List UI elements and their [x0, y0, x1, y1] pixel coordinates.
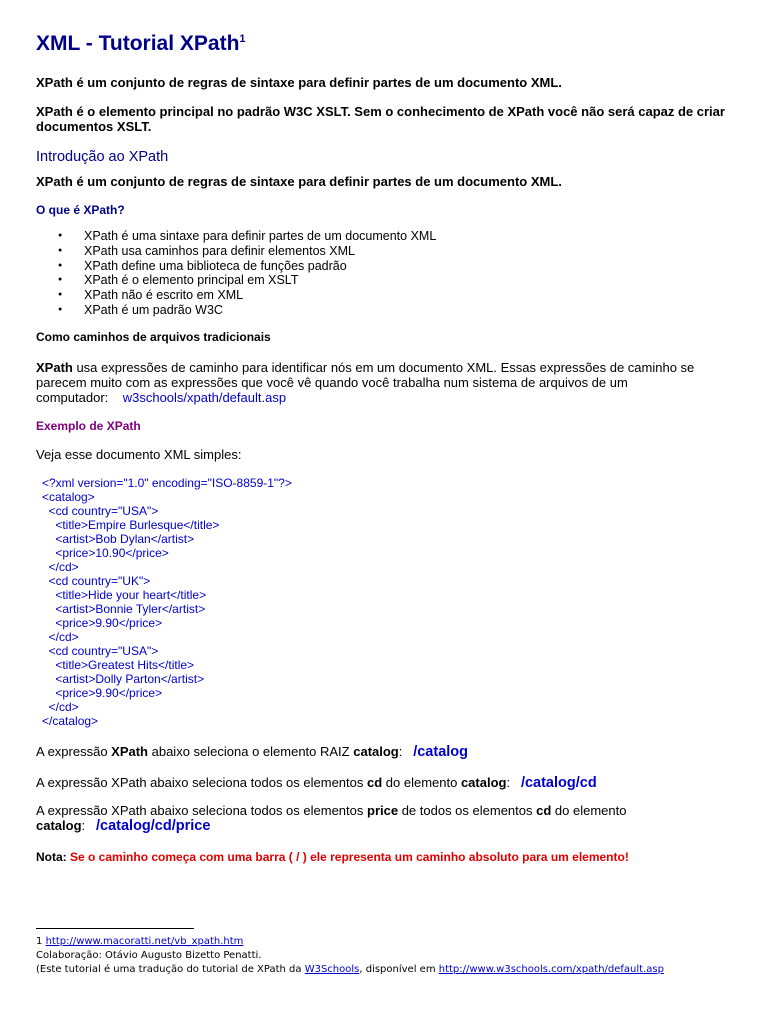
code-line: <cd country="USA">	[42, 643, 159, 658]
expression-cd: A expressão XPath abaixo seleciona todos os elementos cd do elemento catalog: /catalog/cd	[36, 774, 597, 791]
code-line: <price>10.90</price>	[42, 545, 169, 560]
example-heading: Exemplo de XPath	[36, 418, 141, 433]
xml-code-block	[42, 476, 736, 728]
code-line: <cd country="USA">	[42, 503, 159, 518]
list-item: ● XPath usa caminhos para definir elementos XML	[36, 244, 736, 259]
xpath-catalog-cd-price: /catalog/cd/price	[95, 817, 211, 834]
footnote-separator	[36, 928, 194, 929]
list-item: ● XPath é um padrão W3C	[36, 303, 736, 318]
footnote-url-line: 1 http://www.macoratti.net/vb_xpath.htm	[36, 936, 244, 947]
page-title: XML - Tutorial XPath$^1$	[36, 32, 246, 55]
code-line: <catalog>	[42, 489, 95, 504]
macoratti-link[interactable]: http://www.macoratti.net/vb_xpath.htm	[45, 936, 244, 947]
code-line: <title>Greatest Hits</title>	[42, 657, 195, 672]
code-line: <price>9.90</price>	[42, 685, 163, 700]
code-line: <?xml version="1.0" encoding="ISO-8859-1"?>	[42, 475, 292, 490]
xpath-catalog-cd: /catalog/cd	[520, 774, 597, 791]
code-line: </cd>	[42, 559, 79, 574]
expression-price: A expressão XPath abaixo seleciona todos os elementos price de todos os elementos cd do elemento catalog: /catalog/cd/price	[36, 802, 627, 834]
footnote-ref[interactable]: 1	[239, 33, 246, 45]
list-item: ● XPath é uma sintaxe para definir partes de um documento XML	[36, 229, 736, 244]
code-line: <artist>Bonnie Tyler</artist>	[42, 601, 206, 616]
footnote-source: (Este tutorial é uma tradução do tutorial de XPath da W3Schools, disponível em http://www.w3schools.com/xpath/default.asp	[36, 964, 664, 975]
note: Nota: Se o caminho começa com uma barra ( / ) ele representa um caminho absoluto para um elemento!	[36, 849, 629, 864]
expression-root: A expressão XPath abaixo seleciona o elemento RAIZ catalog: /catalog	[36, 743, 469, 760]
w3schools-xpath-link[interactable]: http://www.w3schools.com/xpath/default.asp	[438, 964, 664, 975]
list-item: ● XPath não é escrito em XML	[36, 288, 736, 303]
section-intro-paragraph: XPath é um conjunto de regras de sintaxe para definir partes de um documento XML.	[36, 174, 562, 189]
w3schools-name-link[interactable]: W3Schools	[304, 964, 360, 975]
section-heading-intro: Introdução ao XPath	[36, 149, 169, 165]
w3schools-link[interactable]: w3schools/xpath/default.asp	[122, 389, 287, 405]
feature-list	[36, 229, 736, 318]
paths-paragraph: XPath usa expressões de caminho para identificar nós em um documento XML. Essas expressões de caminho se parecem muito com as expressões que você vê quando você trabalha num sistema de arquivos de um computador: w3schools/xpath/default.asp	[36, 359, 695, 405]
code-line: </catalog>	[42, 713, 99, 728]
intro-paragraph-2: XPath é o elemento principal no padrão W3C XSLT. Sem o conhecimento de XPath você não será capaz de criar documentos XSLT.	[36, 104, 725, 134]
code-line: <cd country="UK">	[42, 573, 151, 588]
footnote-credit: Colaboração: Otávio Augusto Bizetto Penatti.	[36, 950, 262, 961]
code-line: <artist>Dolly Parton</artist>	[42, 671, 205, 686]
code-line: <artist>Bob Dylan</artist>	[42, 531, 195, 546]
intro-paragraph-1: XPath é um conjunto de regras de sintaxe para definir partes de um documento XML.	[36, 75, 562, 90]
list-item: ● XPath é o elemento principal em XSLT	[36, 273, 736, 288]
xpath-catalog: /catalog	[413, 743, 469, 760]
footnote	[36, 928, 746, 977]
document-page	[36, 30, 736, 864]
paths-heading: Como caminhos de arquivos tradicionais	[36, 329, 271, 344]
code-line: <price>9.90</price>	[42, 615, 163, 630]
list-item: ● XPath define uma biblioteca de funções padrão	[36, 259, 736, 274]
code-line: </cd>	[42, 699, 79, 714]
code-line: <title>Hide your heart</title>	[42, 587, 207, 602]
code-line: <title>Empire Burlesque</title>	[42, 517, 220, 532]
what-is-heading: O que é XPath?	[36, 203, 125, 217]
example-intro: Veja esse documento XML simples:	[36, 446, 242, 462]
code-line: </cd>	[42, 629, 79, 644]
